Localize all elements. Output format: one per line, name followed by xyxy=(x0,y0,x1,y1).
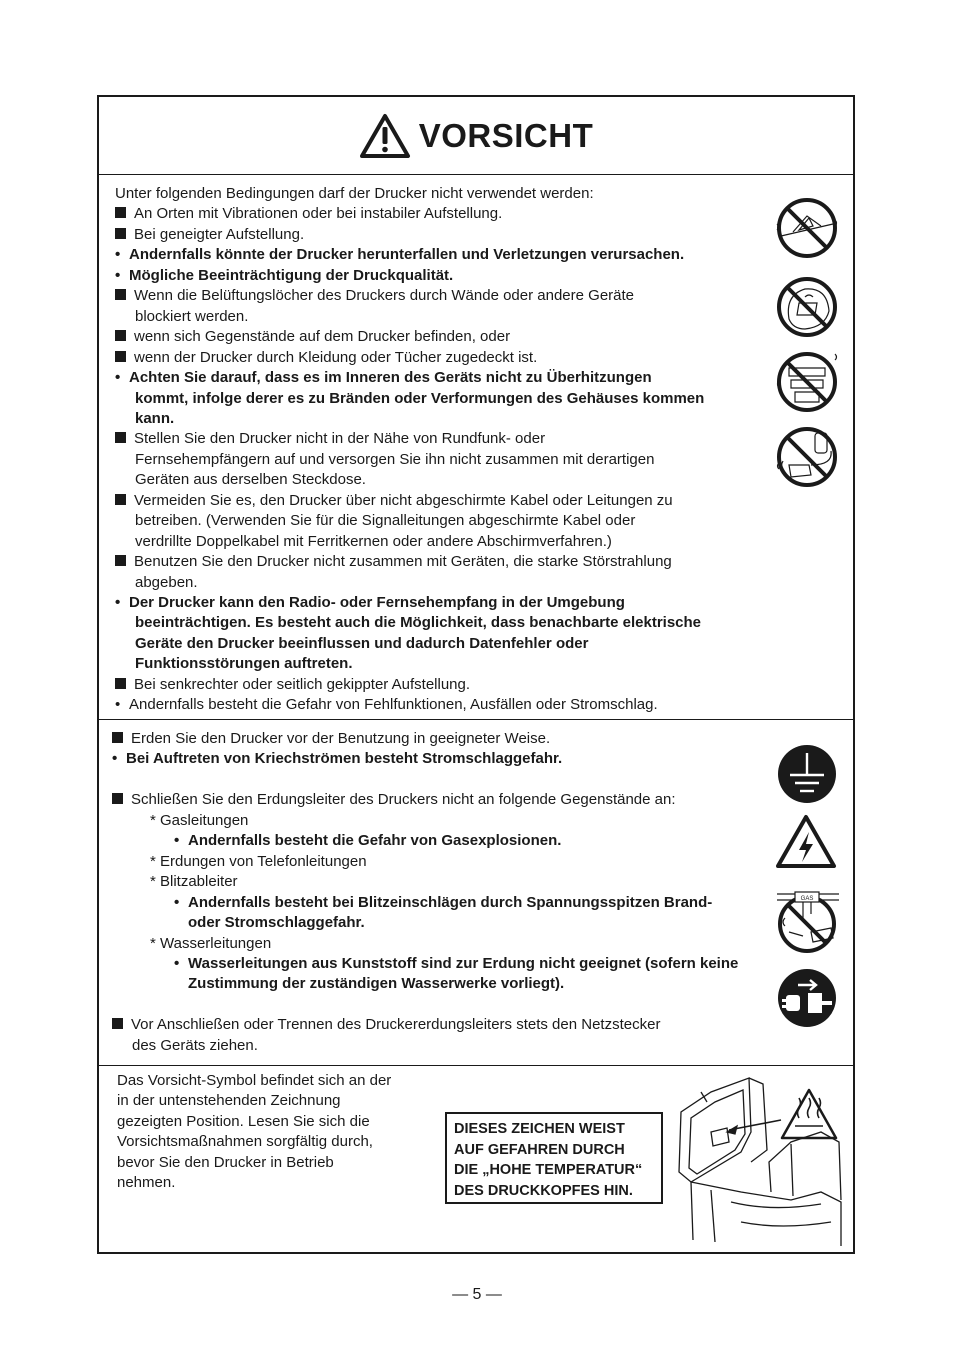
text-line xyxy=(135,532,612,552)
dot-bullet-icon: • xyxy=(112,750,118,768)
text-line xyxy=(115,593,625,613)
text-content: An Orten mit Vibrationen oder bei instabiler Aufstellung. xyxy=(134,205,503,223)
text-content: Stellen Sie den Drucker nicht in der Nähe von Rundfunk- oder xyxy=(134,430,546,448)
text-content: Zustimmung der zuständigen Wasserwerke vorliegt). xyxy=(188,975,565,993)
text-line xyxy=(115,225,304,245)
text-line xyxy=(188,913,365,933)
text-content: Achten Sie darauf, dass es im Inneren des Geräts nicht zu Überhitzungen xyxy=(129,369,652,387)
text-content: * Wasserleitungen xyxy=(150,934,272,952)
square-bullet-icon xyxy=(112,732,123,743)
printer-drawing-icon xyxy=(671,1072,849,1248)
text-line xyxy=(174,893,712,913)
text-line xyxy=(150,934,271,954)
no-vibration-icon xyxy=(775,196,839,260)
text-content: abgeben. xyxy=(135,573,198,591)
text-line xyxy=(135,654,353,674)
text-content: * Gasleitungen xyxy=(150,811,249,829)
no-gas-pipe-ground-icon xyxy=(773,888,841,954)
dot-bullet-icon: • xyxy=(115,246,121,264)
square-bullet-icon xyxy=(112,793,123,804)
text-content: Geräten aus derselben Steckdose. xyxy=(135,471,366,489)
electric-shock-warning-icon xyxy=(775,814,837,870)
text-line xyxy=(135,613,701,633)
text-line xyxy=(135,470,366,490)
text-content: * Erdungen von Telefonleitungen xyxy=(150,852,367,870)
page-number: — 5 — xyxy=(452,1286,502,1303)
text-line: Vorsichtsmaßnahmen sorgfältig durch, xyxy=(117,1133,373,1151)
square-bullet-icon xyxy=(115,207,126,218)
no-blocked-vents-icon xyxy=(775,275,839,339)
text-content: Andernfalls besteht die Gefahr von Gasexplosionen. xyxy=(188,832,562,850)
no-covering-icon xyxy=(775,350,839,414)
text-content: kann. xyxy=(135,409,175,427)
text-content: Bei senkrechter oder seitlich gekippter Aufstellung. xyxy=(134,675,471,693)
text-content: Bei geneigter Aufstellung. xyxy=(134,225,305,243)
gas-label: GAS xyxy=(800,896,814,902)
text-line xyxy=(115,675,470,695)
text-line xyxy=(135,573,198,593)
square-bullet-icon xyxy=(115,330,126,341)
text-line xyxy=(150,811,248,831)
text-content: * Blitzableiter xyxy=(150,873,238,891)
text-content: Wasserleitungen aus Kunststoff sind zur Erdung nicht geeignet (sofern keine xyxy=(188,954,739,972)
dot-bullet-icon: • xyxy=(115,696,121,714)
text-line xyxy=(135,511,635,531)
text-line xyxy=(115,368,652,388)
dot-bullet-icon: • xyxy=(115,266,121,284)
text-line xyxy=(115,695,658,715)
text-line xyxy=(115,327,510,347)
text-content: Andernfalls besteht die Gefahr von Fehlfunktionen, Ausfällen oder Stromschlag. xyxy=(129,696,658,714)
text-line xyxy=(150,872,238,892)
text-content: Andernfalls besteht bei Blitzeinschlägen durch Spannungsspitzen Brand- xyxy=(188,893,713,911)
text-line xyxy=(115,286,634,306)
note-line: DES DRUCKKOPFES HIN. xyxy=(454,1182,633,1199)
note-line: DIESES ZEICHEN WEIST xyxy=(454,1121,625,1137)
text-line xyxy=(115,245,684,265)
section-grounding xyxy=(99,720,853,1066)
text-content: Unter folgenden Bedingungen darf der Drucker nicht verwendet werden: xyxy=(115,185,594,202)
text-line xyxy=(112,1015,660,1035)
text-line xyxy=(135,307,248,327)
text-line xyxy=(132,1036,258,1056)
text-line xyxy=(115,429,545,449)
text-line xyxy=(174,954,738,974)
square-bullet-icon xyxy=(115,555,126,566)
square-bullet-icon xyxy=(112,1018,123,1029)
text-content: Bei Auftreten von Kriechströmen besteht Stromschlaggefahr. xyxy=(126,750,563,768)
text-content: Benutzen Sie den Drucker nicht zusammen mit Geräten, die starke Störstrahlung xyxy=(134,553,672,571)
text-content: Erden Sie den Drucker vor der Benutzung in geeigneter Weise. xyxy=(131,730,551,747)
unplug-before-connecting-icon xyxy=(776,967,838,1029)
high-temperature-note xyxy=(445,1112,663,1204)
text-content: beeinträchtigen. Es besteht auch die Möglichkeit, dass benachbarte elektrische xyxy=(135,614,702,632)
text-content: Andernfalls könnte der Drucker herunterfallen und Verletzungen verursachen. xyxy=(129,246,685,264)
text-content: Der Drucker kann den Radio- oder Fernsehempfang in der Umgebung xyxy=(129,594,625,611)
square-bullet-icon xyxy=(115,289,126,300)
text-line xyxy=(115,266,453,286)
note-line: AUF GEFAHREN DURCH xyxy=(454,1141,625,1158)
text-line xyxy=(135,450,654,470)
text-line: gezeigten Position. Lesen Sie sich die xyxy=(117,1112,370,1130)
square-bullet-icon xyxy=(115,494,126,505)
text-content: wenn sich Gegenstände auf dem Drucker befinden, oder xyxy=(134,328,511,346)
text-line xyxy=(115,491,673,511)
text-line xyxy=(115,348,537,368)
text-content: blockiert werden. xyxy=(135,307,249,325)
text-line xyxy=(150,852,367,872)
caution-header xyxy=(99,97,853,175)
text-content: Schließen Sie den Erdungsleiter des Druckers nicht an folgende Gegenstände an: xyxy=(131,791,676,809)
text-line: nehmen. xyxy=(117,1174,176,1191)
text-content: oder Stromschlaggefahr. xyxy=(188,914,365,932)
dot-bullet-icon: • xyxy=(115,369,121,387)
text-line xyxy=(115,184,594,204)
text-line xyxy=(135,634,588,654)
square-bullet-icon xyxy=(115,351,126,362)
dot-bullet-icon: • xyxy=(174,893,180,911)
text-line xyxy=(112,729,550,749)
text-line xyxy=(115,204,502,224)
text-content: Mögliche Beeinträchtigung der Druckqualität. xyxy=(129,266,454,284)
text-content: kommt, infolge derer es zu Bränden oder Verformungen des Gehäuses kommen xyxy=(135,389,705,407)
dot-bullet-icon: • xyxy=(174,832,180,850)
no-radio-interference-icon xyxy=(775,425,839,489)
square-bullet-icon xyxy=(115,678,126,689)
square-bullet-icon xyxy=(115,432,126,443)
ground-symbol-icon xyxy=(776,743,838,805)
text-content: Wenn die Belüftungslöcher des Druckers durch Wände oder andere Geräte xyxy=(134,287,635,305)
text-line xyxy=(112,790,676,810)
text-line: Das Vorsicht-Symbol befindet sich an der xyxy=(117,1072,392,1089)
caution-frame xyxy=(97,95,855,1254)
square-bullet-icon xyxy=(115,228,126,239)
text-line xyxy=(135,409,174,429)
text-line xyxy=(135,389,704,409)
section-caution-symbol xyxy=(99,1066,853,1254)
dot-bullet-icon: • xyxy=(115,594,121,611)
text-content: Vermeiden Sie es, den Drucker über nicht abgeschirmte Kabel oder Leitungen zu xyxy=(134,491,673,509)
text-line xyxy=(112,749,562,769)
page-title: VORSICHT xyxy=(418,116,594,154)
warning-triangle-icon xyxy=(359,113,411,159)
text-content: verdrillte Doppelkabel mit Ferritkernen oder andere Abschirmverfahren.) xyxy=(135,532,612,550)
dot-bullet-icon: • xyxy=(174,954,180,972)
text-line: in der untenstehenden Zeichnung xyxy=(117,1092,341,1110)
text-line xyxy=(174,831,561,851)
text-content: Fernsehempfängern auf und versorgen Sie ihn nicht zusammen mit derartigen xyxy=(135,450,655,468)
text-content: Funktionsstörungen auftreten. xyxy=(135,655,353,673)
section-usage-conditions xyxy=(99,174,853,720)
text-line xyxy=(115,552,672,572)
text-content: Vor Anschließen oder Trennen des Druckererdungsleiters stets den Netzstecker xyxy=(131,1016,661,1034)
text-line: bevor Sie den Drucker in Betrieb xyxy=(117,1153,334,1171)
text-content: wenn der Drucker durch Kleidung oder Tücher zugedeckt ist. xyxy=(134,348,538,366)
text-content: des Geräts ziehen. xyxy=(132,1036,258,1054)
note-line: DIE „HOHE TEMPERATUR“ xyxy=(454,1162,643,1178)
text-content: Geräte den Drucker beeinflussen und dadurch Datenfehler oder xyxy=(135,634,589,652)
text-line xyxy=(188,974,564,994)
text-content: betreiben. (Verwenden Sie für die Signalleitungen abgeschirmte Kabel oder xyxy=(135,512,636,530)
